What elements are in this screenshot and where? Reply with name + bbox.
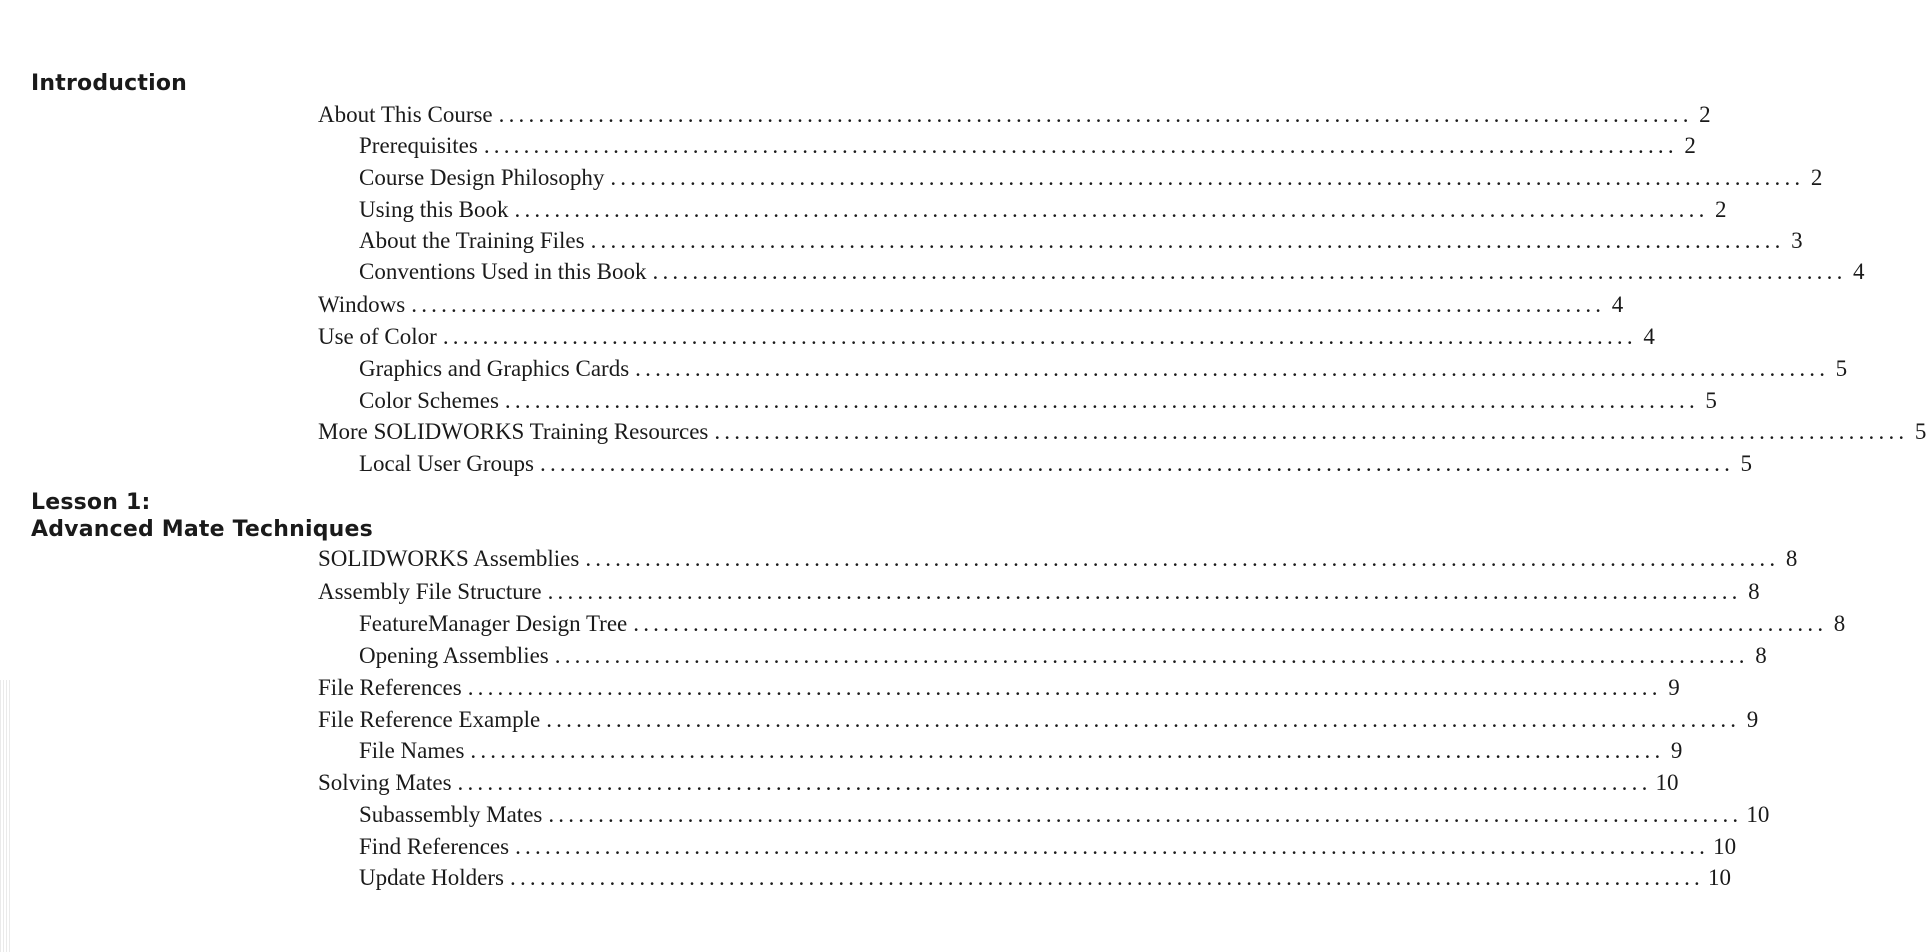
toc-entry-title: FeatureManager Design Tree	[359, 611, 628, 636]
toc-entry[interactable]	[318, 321, 1655, 353]
dot-leader: ........................................................................................................................	[515, 834, 1710, 859]
toc-entry[interactable]	[359, 130, 1696, 162]
dot-leader: ........................................................................................................................	[547, 579, 1742, 604]
toc-entry-title: Windows	[318, 292, 406, 317]
toc-entry[interactable]	[359, 735, 1683, 767]
toc-entry-page: 8	[1785, 546, 1798, 571]
toc-entry[interactable]	[359, 448, 1753, 480]
dot-leader: ........................................................................................................................	[548, 802, 1743, 827]
dot-leader: ........................................................................................................................	[442, 324, 1637, 349]
section-heading-line: Lesson 1:	[31, 490, 151, 515]
toc-entry-page: 10	[1746, 802, 1770, 827]
section-heading-lesson-1	[31, 489, 373, 543]
toc-entry-page: 9	[1746, 707, 1759, 732]
dot-leader: ........................................................................................................................	[510, 865, 1704, 890]
toc-entry[interactable]	[359, 225, 1803, 257]
toc-entry-page: 5	[1835, 356, 1848, 381]
toc-entry-page: 10	[1655, 770, 1679, 795]
dot-leader: ........................................................................................................................	[635, 356, 1830, 381]
toc-entry-title: Graphics and Graphics Cards	[359, 356, 630, 381]
scan-edge-artifact	[0, 680, 12, 952]
toc-entry-title: File Names	[359, 738, 465, 763]
dot-leader: ........................................................................................................................	[633, 611, 1828, 636]
toc-entry[interactable]	[318, 672, 1680, 704]
toc-entry-title: File Reference Example	[318, 707, 541, 732]
toc-entry-page: 2	[1715, 197, 1727, 222]
toc-entry-page: 10	[1713, 834, 1737, 859]
toc-entry-page: 4	[1853, 259, 1865, 284]
toc-entry[interactable]	[318, 767, 1679, 799]
toc-entry-title: About This Course	[318, 102, 493, 127]
toc-entry[interactable]	[359, 831, 1737, 863]
toc-entry[interactable]	[359, 608, 1846, 640]
toc-entry[interactable]	[359, 385, 1717, 417]
toc-entry-title: Course Design Philosophy	[359, 165, 605, 190]
toc-entry[interactable]	[318, 576, 1760, 608]
toc-entry-title: Conventions Used in this Book	[359, 259, 647, 284]
dot-leader: ........................................................................................................................	[540, 451, 1735, 476]
toc-entry[interactable]	[318, 416, 1926, 448]
dot-leader: ........................................................................................................................	[411, 292, 1606, 317]
toc-entry-page: 10	[1708, 865, 1731, 890]
toc-entry-title: Use of Color	[318, 324, 437, 349]
toc-entry-title: Prerequisites	[359, 133, 478, 158]
toc-entry[interactable]	[359, 799, 1770, 831]
toc-entry-page: 5	[1914, 419, 1926, 444]
toc-entry-page: 9	[1668, 675, 1680, 700]
toc-entry-page: 2	[1684, 133, 1696, 158]
dot-leader: ........................................................................................................................	[652, 259, 1847, 284]
dot-leader: ........................................................................................................................	[498, 102, 1693, 127]
dot-leader: ........................................................................................................................	[590, 228, 1785, 253]
toc-entry[interactable]	[359, 256, 1865, 288]
toc-entry-title: Subassembly Mates	[359, 802, 543, 827]
toc-entry-title: More SOLIDWORKS Training Resources	[318, 419, 709, 444]
dot-leader: ........................................................................................................................	[610, 165, 1805, 190]
toc-entry-title: Local User Groups	[359, 451, 535, 476]
dot-leader: ........................................................................................................................	[483, 133, 1678, 158]
section-heading-introduction	[31, 70, 187, 97]
toc-entry-title: Update Holders	[359, 865, 504, 890]
dot-leader: ........................................................................................................................	[467, 675, 1662, 700]
toc-entry-page: 8	[1748, 579, 1760, 604]
dot-leader: ........................................................................................................................	[514, 197, 1709, 222]
toc-entry-title: Opening Assemblies	[359, 643, 549, 668]
toc-entry-title: Color Schemes	[359, 388, 499, 413]
dot-leader: ........................................................................................................................	[554, 643, 1749, 668]
toc-entry[interactable]	[318, 704, 1759, 736]
dot-leader: ........................................................................................................................	[546, 707, 1741, 732]
toc-entry-page: 5	[1705, 388, 1717, 413]
toc-entry[interactable]	[318, 99, 1711, 131]
toc-entry-page: 9	[1670, 738, 1683, 763]
toc-entry-page: 8	[1755, 643, 1767, 668]
toc-entry[interactable]	[359, 862, 1731, 894]
dot-leader: ........................................................................................................................	[585, 546, 1780, 571]
toc-entry-page: 8	[1833, 611, 1846, 636]
toc-entry-title: Using this Book	[359, 197, 509, 222]
toc-entry-page: 2	[1699, 102, 1711, 127]
toc-entry-title: SOLIDWORKS Assemblies	[318, 546, 580, 571]
toc-entry[interactable]	[359, 194, 1727, 226]
toc-entry-title: Assembly File Structure	[318, 579, 542, 604]
dot-leader: ........................................................................................................................	[714, 419, 1909, 444]
toc-entry-page: 5	[1740, 451, 1753, 476]
section-heading-line: Advanced Mate Techniques	[31, 517, 373, 542]
toc-entry-page: 4	[1643, 324, 1655, 349]
toc-entry-title: File References	[318, 675, 462, 700]
toc-entry-page: 4	[1611, 292, 1624, 317]
toc-entry-page: 3	[1791, 228, 1803, 253]
dot-leader: ........................................................................................................................	[457, 770, 1652, 795]
dot-leader: ........................................................................................................................	[470, 738, 1665, 763]
toc-entry-page: 2	[1810, 165, 1823, 190]
toc-entry-title: Solving Mates	[318, 770, 452, 795]
toc-entry[interactable]	[359, 353, 1848, 385]
toc-entry-title: Find References	[359, 834, 510, 859]
dot-leader: ........................................................................................................................	[504, 388, 1699, 413]
toc-entry[interactable]	[318, 289, 1624, 321]
toc-entry[interactable]	[359, 162, 1823, 194]
toc-entry-title: About the Training Files	[359, 228, 585, 253]
toc-entry[interactable]	[359, 640, 1767, 672]
section-heading-line: Introduction	[31, 71, 188, 96]
toc-entry[interactable]	[318, 543, 1798, 575]
